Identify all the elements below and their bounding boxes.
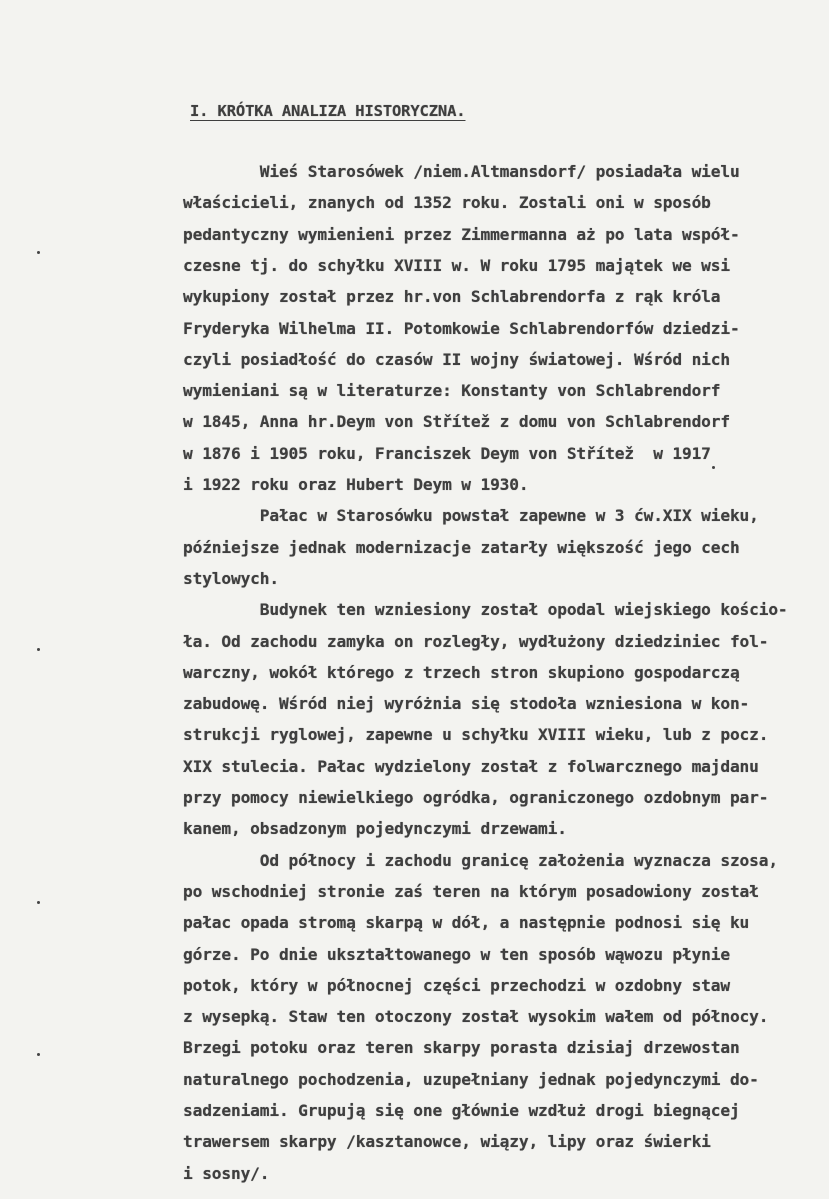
text-line: późniejsze jednak modernizacje zatarły większość jego cech [183,537,740,557]
text-line: trawersem skarpy /kasztanowce, wiązy, lipy oraz świerki [183,1132,711,1152]
text-line: czesne tj. do schyłku XVIII w. W roku 1795 majątek we wsi [183,255,730,275]
text-line: Fryderyka Wilhelma II. Potomkowie Schlabrendorfów dziedzi- [183,318,740,338]
text-line: sadzeniami. Grupują się one głównie wzdłuż drogi biegnącej [183,1101,740,1120]
text-line: czyli posiadłość do czasów II wojny światowej. Wśród nich [183,349,730,369]
text-line: XIX stulecia. Pałac wydzielony został z folwarcznego majdanu [183,756,759,776]
margin-dot [37,251,40,254]
text-line: i 1922 roku oraz Hubert Deym w 1930. [183,475,529,494]
text-line: kanem, obsadzonym pojedynczymi drzewami. [183,819,567,839]
text-line: Wieś Starosówek /niem.Altmansdorf/ posiadała wielu [183,162,740,181]
text-line: w 1876 i 1905 roku, Franciszek Deym von Střítež w 1917 [183,443,711,463]
document-title: I. KRÓTKA ANALIZA HISTORYCZNA. [190,102,466,120]
text-line: właścicieli, znanych od 1352 roku. Zostali oni w sposób [183,193,711,213]
text-line: z wysepką. Staw ten otoczony został wysokim wałem od północy. [183,1007,769,1027]
text-line: górze. Po dnie ukształtowanego w ten sposób wąwozu płynie [183,944,730,964]
text-line: Brzegi potoku oraz teren skarpy porasta dzisiaj drzewostan [183,1038,740,1058]
text-line: wykupiony został przez hr.von Schlabrendorfa z rąk króla [183,287,721,307]
text-line: w 1845, Anna hr.Deym von Střítež z domu von Schlabrendorf [183,412,730,432]
text-line: naturalnego pochodzenia, uzupełniany jednak pojedynczymi do- [183,1069,759,1089]
text-line: pedantyczny wymienieni przez Zimmermanna aż po lata współ- [183,224,740,244]
margin-dot [37,648,40,651]
margin-dot [37,901,40,904]
text-line: stylowych. [183,568,279,588]
text-line: Pałac w Starosówku powstał zapewne w 3 ćw.XIX wieku, [183,506,759,526]
text-line: warczny, wokół którego z trzech stron skupiono gospodarczą [183,662,740,682]
text-line: i sosny/. [183,1163,270,1183]
text-line: Od północy i zachodu granicę założenia wyznacza szosa, [183,850,778,870]
margin-dot [37,1053,40,1056]
text-line: pałac opada stromą skarpą w dół, a następnie podnosi się ku [183,913,750,933]
text-line: strukcji ryglowej, zapewne u schyłku XVIII wieku, lub z pocz. [183,725,769,745]
text-line: zabudowę. Wśród niej wyróżnia się stodoła wzniesiona w kon- [183,694,750,714]
text-line: ła. Od zachodu zamyka on rozległy, wydłużony dziedziniec fol- [183,631,769,651]
text-line: przy pomocy niewielkiego ogródka, ograniczonego ozdobnym par- [183,788,769,807]
text-line: potok, który w północnej części przechodzi w ozdobny staw [183,975,730,995]
text-line: wymieniani są w literaturze: Konstanty von Schlabrendorf [183,381,721,401]
text-line: Budynek ten wzniesiony został opodal wiejskiego kościo- [183,600,788,620]
text-line: po wschodniej stronie zaś teren na którym posadowiony został [183,881,759,901]
margin-dot [712,466,715,469]
